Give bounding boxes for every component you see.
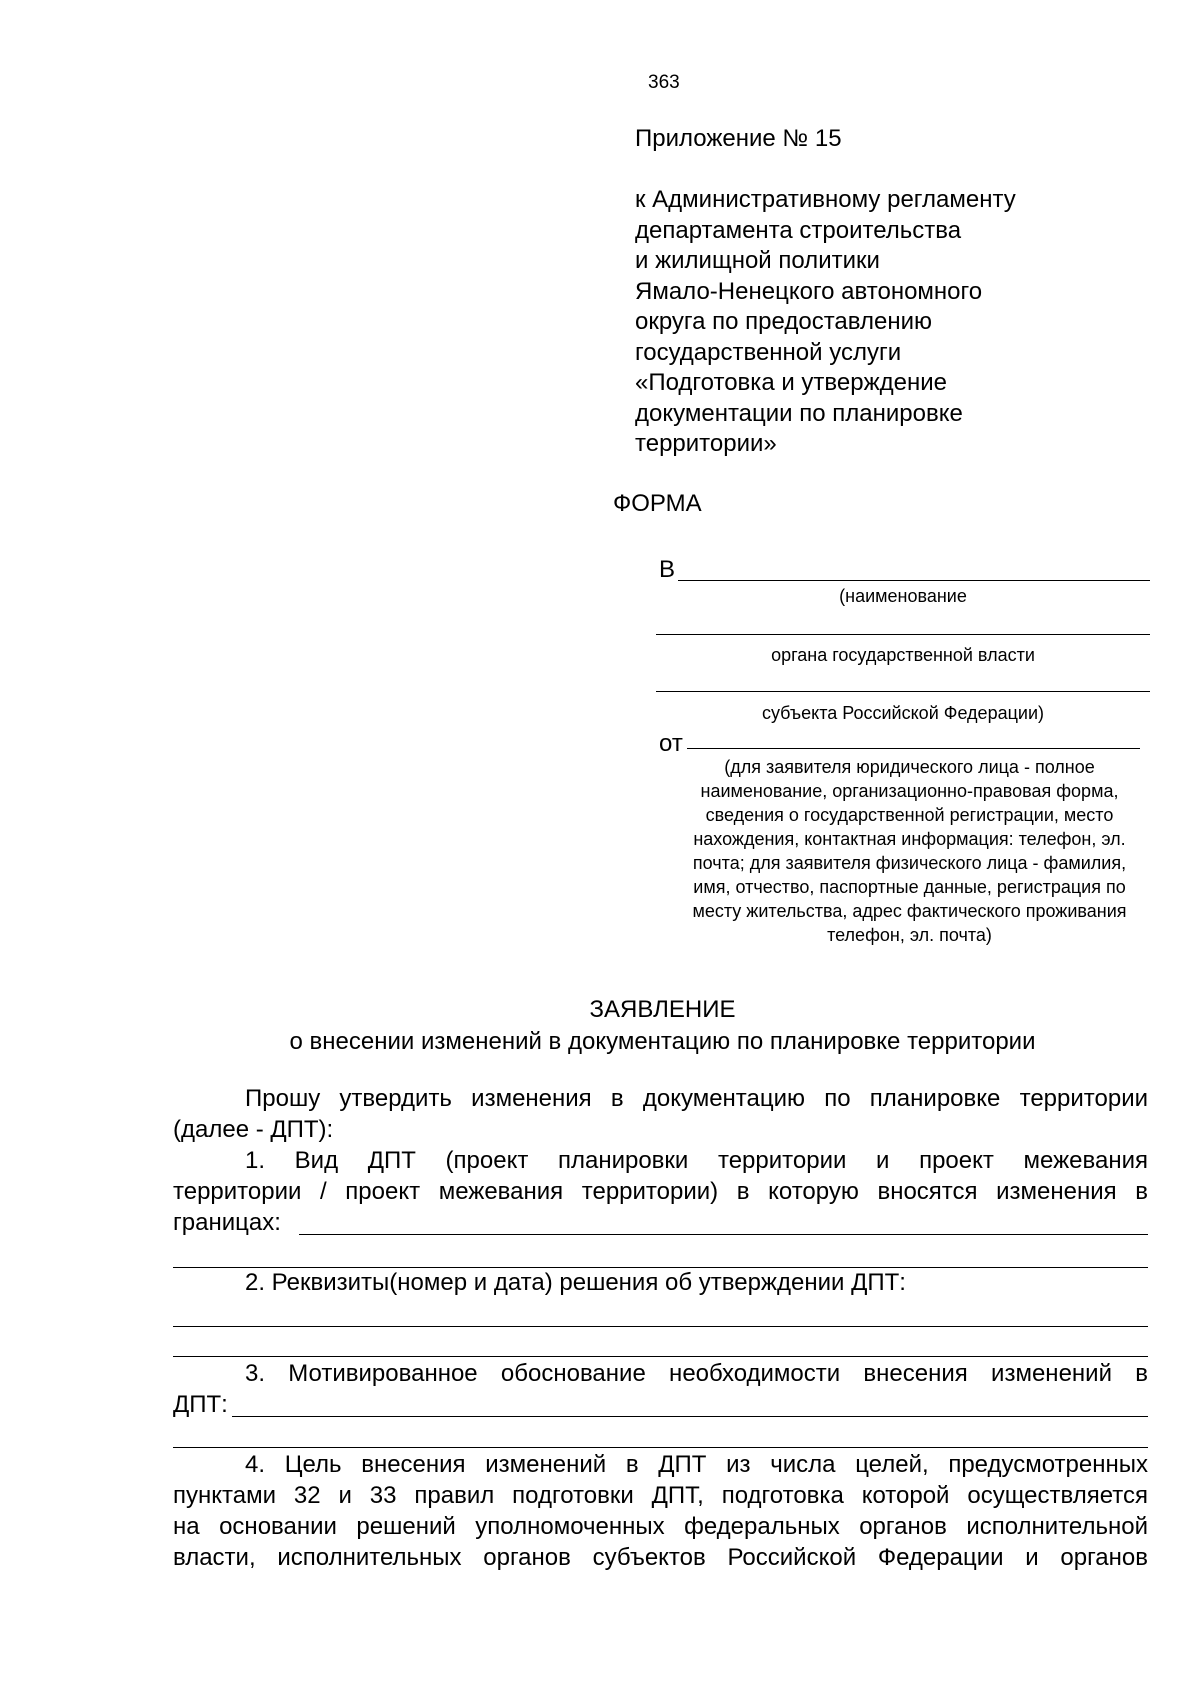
appendix-reference [635,185,1016,460]
addressee-hint-2: органа государственной власти [771,645,1035,665]
addressee-field-line-3[interactable] [656,691,1150,692]
applicant-note-line: месту жительства, адрес фактического проживания [692,901,1127,921]
item2-line: 2. Реквизиты(номер и дата) решения об утверждении ДПТ: [245,1269,906,1296]
appendix-line: департамента строительства [635,216,962,244]
appendix-line: территории» [635,430,777,457]
item4-line-1: 4. Цель внесения изменений в ДПТ из числа целей, предусмотренных [245,1451,1148,1478]
addressee-field-line-1[interactable] [678,580,1150,581]
item3-line-1: 3. Мотивированное обоснование необходимости внесения изменений в [245,1360,1148,1387]
item3-field-line-1[interactable] [232,1416,1148,1417]
appendix-line: к Административному регламенту [635,186,1016,213]
item4-line-4: власти, исполнительных органов субъектов Российской Федерации и органов [173,1544,1148,1571]
applicant-note-line: имя, отчество, паспортные данные, регистрация по [693,877,1126,897]
item1-line-3: границах: [173,1209,281,1236]
appendix-line: Ямало-Ненецкого автономного [635,277,983,305]
applicant-prefix-from: от [659,730,683,757]
appendix-line: документации по планировке [635,399,963,427]
applicant-note-line: сведения о государственной регистрации, место [705,805,1114,825]
applicant-note-line: наименование, организационно-правовая форма, [700,781,1119,801]
applicant-note-line: (для заявителя юридического лица - полное [724,757,1095,777]
intro-line-2: (далее - ДПТ): [173,1116,334,1143]
item3-line-2: ДПТ: [173,1391,228,1418]
form-label: ФОРМА [613,490,702,517]
item3-field-line-2[interactable] [173,1447,1148,1448]
addressee-prefix-to: В [659,556,676,583]
applicant-note [668,755,1151,947]
applicant-note-line: нахождения, контактная информация: телефон, эл. [693,829,1126,849]
appendix-line: «Подготовка и утверждение [635,369,947,396]
addressee-hint-3: субъекта Российской Федерации) [761,703,1045,723]
applicant-note-line: телефон, эл. почта) [827,925,992,945]
item2-field-line-1[interactable] [173,1326,1148,1327]
appendix-line: округа по предоставлению [635,308,932,335]
item2-field-line-2[interactable] [173,1356,1148,1357]
intro-line-1: Прошу утвердить изменения в документацию по планировке территории [245,1085,1148,1112]
applicant-field-line[interactable] [687,748,1140,749]
page-number: 363 [648,72,680,93]
statement-subtitle: о внесении изменений в документацию по планировке территории [289,1028,1036,1055]
appendix-title: Приложение № 15 [635,125,842,152]
appendix-line: и жилищной политики [635,247,880,274]
item1-line-2: территории / проект межевания территории) в которую вносятся изменения в [173,1178,1148,1205]
statement-title: ЗАЯВЛЕНИЕ [589,996,736,1023]
item4-line-3: на основании решений уполномоченных федеральных органов исполнительной [173,1513,1148,1540]
item4-line-2: пунктами 32 и 33 правил подготовки ДПТ, подготовка которой осуществляется [173,1482,1148,1509]
appendix-line: государственной услуги [635,338,902,366]
item1-line-1: 1. Вид ДПТ (проект планировки территории и проект межевания [245,1147,1148,1174]
addressee-field-line-2[interactable] [656,634,1150,635]
item1-field-line-1[interactable] [299,1234,1148,1235]
addressee-hint-1: (наименование [839,586,967,606]
applicant-note-line: почта; для заявителя физического лица - фамилия, [692,853,1127,873]
